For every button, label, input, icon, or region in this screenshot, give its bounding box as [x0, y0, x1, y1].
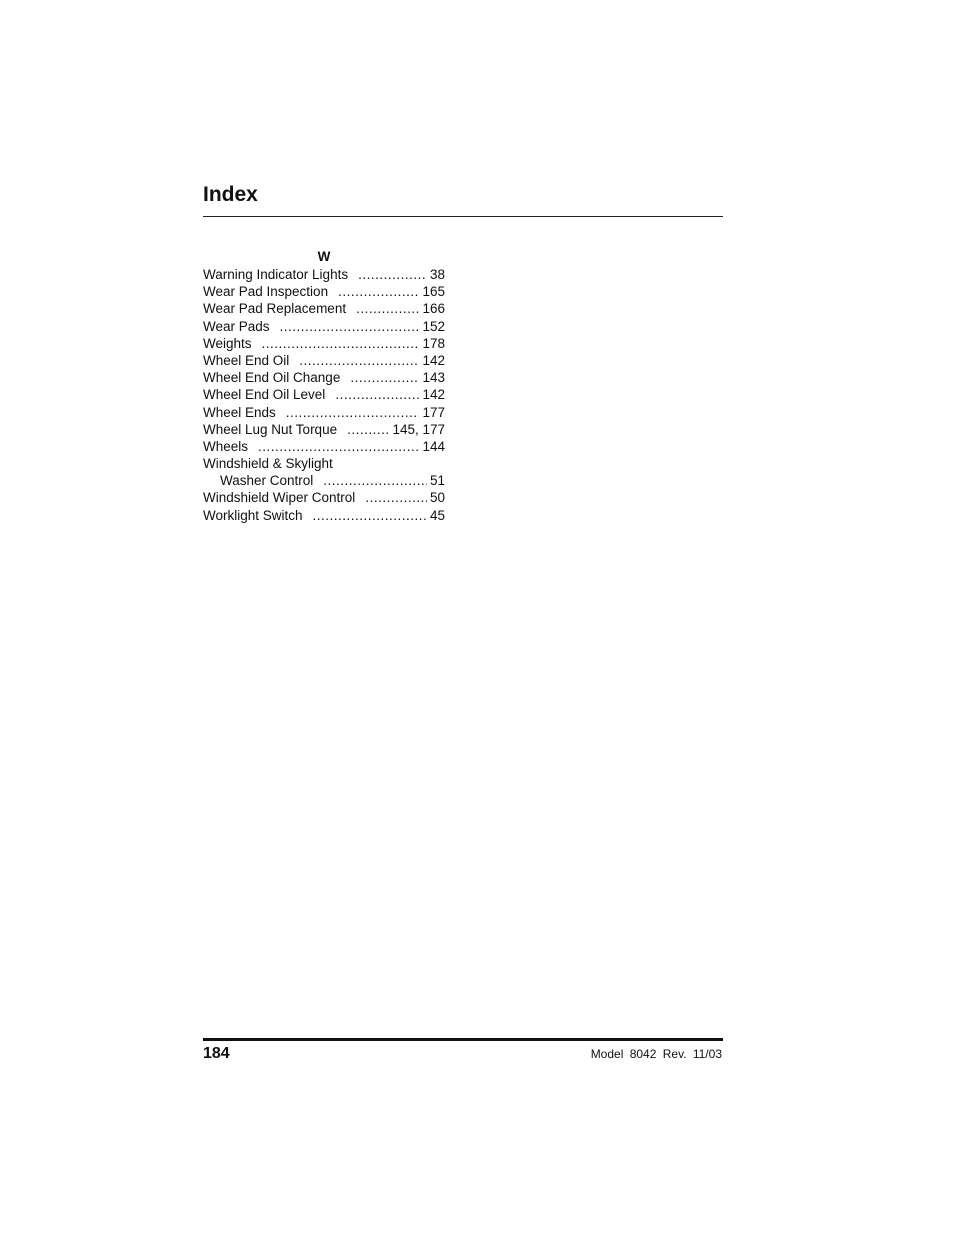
index-entry [203, 386, 445, 403]
index-page-ref: 145, 177 [392, 421, 445, 437]
index-term: Wheel Ends [203, 404, 276, 420]
dot-leader [258, 438, 419, 455]
index-page-ref: 165 [422, 284, 445, 300]
index-entry [203, 507, 445, 524]
index-subentry [203, 472, 445, 489]
index-entry [203, 352, 445, 369]
page-number: 184 [203, 1045, 230, 1062]
index-page-ref: 177 [422, 404, 445, 420]
index-term: Washer Control [220, 473, 314, 489]
index-term: Wheel End Oil Level [203, 387, 326, 403]
index-page-ref: 178 [422, 335, 445, 351]
index-term: Wheel End Oil [203, 352, 290, 368]
index-page-ref: 38 [429, 267, 445, 282]
index-entry [203, 335, 445, 352]
index-entry [203, 300, 445, 317]
footer-divider [203, 1038, 723, 1041]
index-term: Wheels [203, 438, 249, 454]
dot-leader [365, 489, 427, 506]
index-entry [203, 438, 445, 455]
section-letter-heading: W [317, 249, 331, 264]
index-term: Wheel Lug Nut Torque [203, 421, 338, 437]
index-list [203, 266, 445, 524]
index-page-ref: 51 [429, 473, 445, 489]
index-term: Wear Pads [203, 318, 270, 334]
model-revision-label: Model 8042 Rev. 11/03 [590, 1047, 722, 1061]
dot-leader [313, 507, 427, 524]
dot-leader [286, 404, 420, 421]
header-divider [203, 216, 723, 217]
dot-leader [358, 266, 427, 283]
index-entry [203, 489, 445, 506]
dot-leader [356, 300, 419, 317]
index-page-ref: 142 [422, 387, 445, 403]
dot-leader [299, 352, 419, 369]
index-entry-heading [203, 455, 445, 472]
index-page-ref: 45 [429, 507, 445, 523]
index-page-ref: 142 [422, 352, 445, 368]
index-page-ref: 166 [422, 301, 445, 317]
index-entry [203, 404, 445, 421]
index-term: Windshield Wiper Control [203, 490, 356, 506]
dot-leader [323, 472, 427, 489]
index-page-ref: 50 [429, 490, 445, 506]
dot-leader [347, 421, 389, 438]
index-entry [203, 421, 445, 438]
dot-leader [335, 386, 419, 403]
index-page-ref: 152 [422, 318, 445, 334]
index-entry [203, 369, 445, 386]
index-term: Wheel End Oil Change [203, 370, 341, 386]
index-term: Worklight Switch [203, 507, 303, 523]
dot-leader [350, 369, 419, 386]
index-term: Wear Pad Replacement [203, 301, 347, 317]
dot-leader [338, 283, 419, 300]
index-entry [203, 318, 445, 335]
index-term: Weights [203, 335, 252, 351]
page-title: Index [203, 183, 258, 206]
index-term: Warning Indicator Lights [203, 267, 349, 282]
index-entry [203, 266, 445, 283]
index-entry [203, 283, 445, 300]
index-page-ref: 143 [422, 370, 445, 386]
index-term: Wear Pad Inspection [203, 284, 329, 300]
index-term: Windshield & Skylight [203, 456, 333, 472]
dot-leader [262, 335, 420, 352]
dot-leader [280, 318, 420, 335]
index-page-ref: 144 [422, 438, 445, 454]
